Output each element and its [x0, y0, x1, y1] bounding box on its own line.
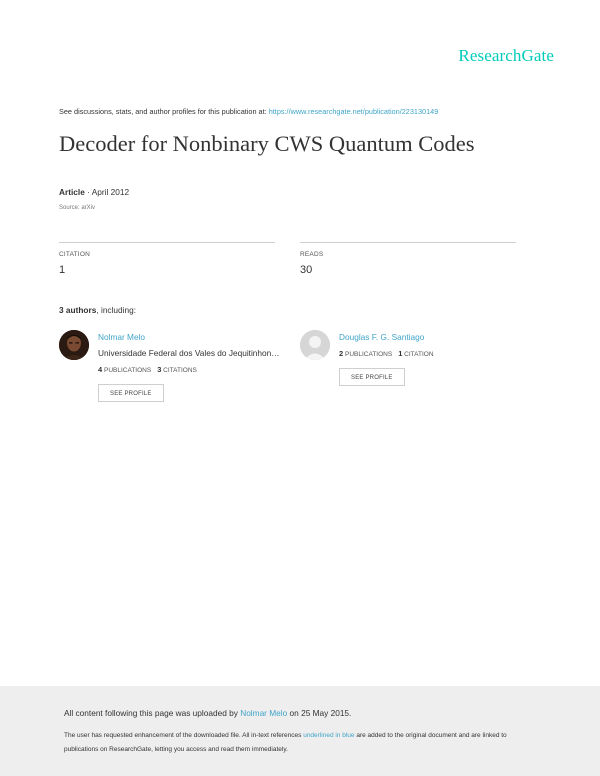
citation-stat [59, 242, 275, 276]
default-user-icon [300, 330, 330, 360]
author-institution: Universidade Federal dos Vales do Jequitinhon… [98, 348, 280, 358]
author-name-link[interactable]: Nolmar Melo [98, 332, 146, 342]
note-prefix: The user has requested enhancement of the downloaded file. All in-text references [64, 732, 304, 739]
publications-count: 4 [98, 365, 103, 374]
author-card-1 [59, 330, 299, 410]
publication-meta [59, 187, 129, 197]
publication-date: · April 2012 [84, 187, 130, 197]
reads-label: READS [300, 251, 324, 258]
see-profile-button[interactable]: SEE PROFILE [339, 368, 405, 386]
author-counts [98, 365, 197, 374]
citation-label: CITATION [59, 251, 90, 258]
reads-value: 30 [300, 264, 313, 276]
citations-label: CITATION [404, 351, 434, 358]
publications-label: PUBLICATIONS [344, 351, 393, 358]
publication-url-link[interactable]: https://www.researchgate.net/publication/223130149 [268, 107, 439, 116]
discussion-line [59, 107, 559, 116]
author-name-link[interactable]: Douglas F. G. Santiago [339, 332, 425, 342]
publication-source: Source: arXiv [59, 205, 96, 211]
discussion-text: See discussions, stats, and author profiles for this publication at: [59, 107, 269, 116]
author-card-2 [300, 330, 540, 400]
note-suffix: are added to the original document and are linked to publications on ResearchGate, letting you access and read them immediately. [64, 732, 507, 753]
author-avatar[interactable] [59, 330, 89, 360]
citation-value: 1 [59, 264, 66, 276]
person-photo-icon [59, 330, 89, 360]
enhancement-note [64, 729, 534, 757]
publication-type: Article [59, 187, 85, 197]
publication-title: Decoder for Nonbinary CWS Quantum Codes [59, 131, 475, 156]
citations-count: 1 [398, 349, 403, 358]
authors-heading [59, 305, 136, 315]
upload-info [64, 708, 351, 718]
uploader-link[interactable]: Nolmar Melo [240, 708, 288, 718]
researchgate-logo[interactable]: ResearchGate [458, 46, 554, 65]
underlined-in-blue-link: underlined in blue [303, 732, 355, 739]
citations-count: 3 [157, 365, 162, 374]
author-counts [339, 349, 434, 358]
authors-suffix: , including: [96, 305, 137, 315]
reads-stat [300, 242, 516, 276]
author-avatar[interactable] [300, 330, 330, 360]
upload-suffix: on 25 May 2015. [287, 708, 352, 718]
footer-panel [0, 686, 600, 776]
authors-count: 3 authors [59, 305, 97, 315]
publications-label: PUBLICATIONS [103, 367, 152, 374]
publications-count: 2 [339, 349, 344, 358]
upload-prefix: All content following this page was uploaded by [64, 708, 241, 718]
citations-label: CITATIONS [163, 367, 197, 374]
see-profile-button[interactable]: SEE PROFILE [98, 384, 164, 402]
